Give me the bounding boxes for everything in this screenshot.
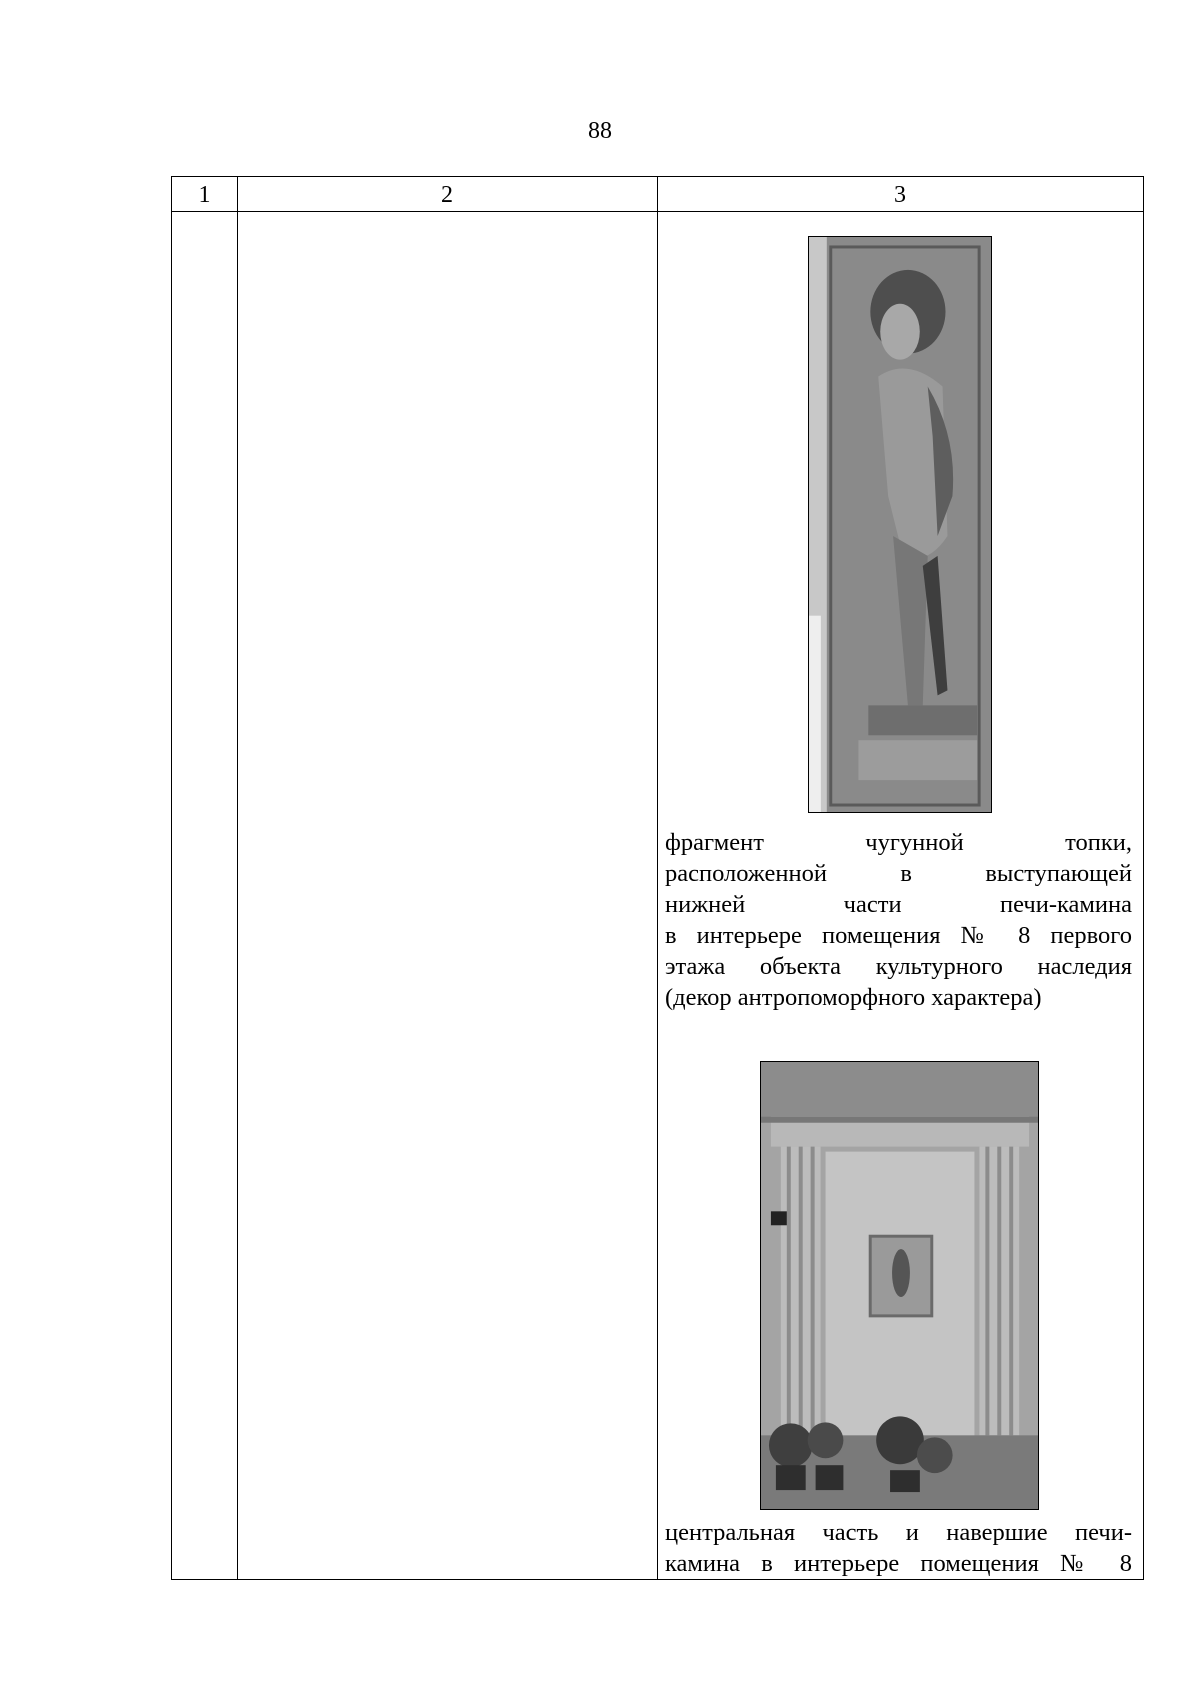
caption-line: в интерьере помещения № 8 первого: [665, 922, 1132, 949]
caption-line: центральная часть и навершие печи-: [665, 1519, 1132, 1546]
caption-line: нижней части печи-камина: [665, 891, 1132, 918]
column-header-3: 3: [894, 182, 906, 208]
caption-firebox-fragment: [665, 827, 1132, 1013]
document-table: [171, 176, 1144, 1580]
caption-line: этажа объекта культурного наследия: [665, 953, 1132, 980]
caption-line: камина в интерьере помещения № 8: [665, 1550, 1132, 1577]
header-row-divider: [172, 211, 1143, 212]
column-divider: [237, 177, 238, 1579]
caption-line: расположенной в выступающей: [665, 860, 1132, 887]
caption-line: (декор антропоморфного характера): [665, 984, 1042, 1011]
firebox-fragment-photo: [808, 236, 992, 813]
caption-line: фрагмент чугунной топки,: [665, 829, 1132, 856]
column-header-1: 1: [198, 182, 211, 208]
page-number: 88: [588, 118, 612, 144]
column-divider: [657, 177, 658, 1579]
column-header-2: 2: [441, 182, 453, 208]
caption-fireplace-central-part: [665, 1517, 1132, 1579]
fireplace-central-part-photo: [760, 1061, 1039, 1510]
